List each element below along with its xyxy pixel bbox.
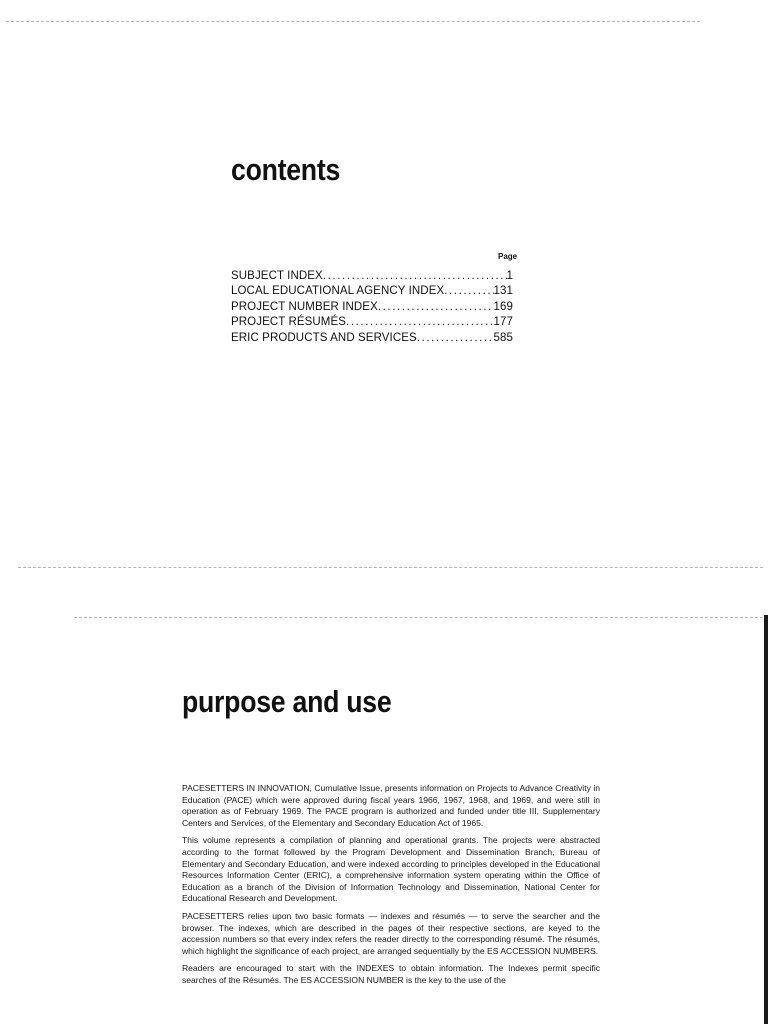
body-paragraph: This volume represents a compilation of planning and operational grants. The projects were abstracted according to the format followed by the Program Development and Dissemination Branch, Bureau of Elementary and Secondary Education, and were indexed according to principles developed in the Educational Resources Information Center (ERIC), a comprehensive information system operating within the Office of Education as a branch of the Division of Information Technology and Dissemination, National Center for Educational Research and Development. — [182, 835, 600, 904]
toc-entry-label: ERIC PRODUCTS AND SERVICES — [231, 331, 417, 344]
body-paragraph: Readers are encouraged to start with the INDEXES to obtain information. The Indexes permit specific searches of the Résumés. The ES ACCESSION NUMBER is the key to the use of the — [182, 963, 600, 985]
toc-entry-page: 177 — [493, 316, 513, 329]
toc-entry[interactable] — [231, 332, 513, 347]
page-edge-right — [764, 615, 768, 1024]
toc-entry[interactable] — [231, 285, 513, 300]
toc-leader-dots — [323, 270, 507, 282]
toc-entry-page: 169 — [493, 300, 513, 313]
scan-rule-middle — [18, 567, 763, 568]
body-paragraph: PACESETTERS relies upon two basic formats — indexes and résumés — to serve the searcher and the browser. The indexes, which are described in the pages of their respective sections, are keyed to the accession numbers so that every index refers the reader directly to the corresponding résumé. The résumés, which highlight the significance of each project, are arranged sequentially by the ES ACCESSION NUMBERS. — [182, 910, 600, 956]
toc-entry-page: 1 — [506, 270, 513, 282]
scan-rule-lower — [74, 617, 763, 618]
toc-entry[interactable] — [231, 301, 513, 316]
toc-entry-label: PROJECT NUMBER INDEX — [231, 300, 378, 313]
table-of-contents — [231, 270, 513, 347]
toc-entry-label: LOCAL EDUCATIONAL AGENCY INDEX — [231, 285, 445, 298]
body-paragraph: PACESETTERS IN INNOVATION, Cumulative Issue, presents information on Projects to Advance Creativity in Education (PACE) which were approved during fiscal years 1966, 1967, 1968, and 1969, and were still in operation as of February 1969. The PACE program is authorized and funded under title III, Supplementary Centers and Services, of the Elementary and Secondary Education Act of 1965. — [182, 783, 600, 828]
toc-entry-label: PROJECT RÉSUMÉS — [231, 316, 347, 329]
toc-leader-dots — [417, 332, 494, 344]
toc-entry-page: 585 — [493, 331, 513, 344]
toc-entry-label: SUBJECT INDEX — [231, 270, 323, 282]
purpose-body — [182, 783, 600, 993]
toc-leader-dots — [444, 285, 493, 297]
toc-leader-dots — [378, 301, 494, 313]
toc-entry-page: 131 — [493, 285, 513, 298]
scan-rule-top — [6, 21, 700, 22]
toc-leader-dots — [346, 316, 493, 328]
toc-entry[interactable] — [231, 316, 513, 331]
toc-entry[interactable] — [231, 270, 513, 285]
page-column-header: Page — [498, 252, 518, 261]
purpose-title: purpose and use — [182, 684, 392, 719]
contents-title: contents — [231, 152, 341, 187]
